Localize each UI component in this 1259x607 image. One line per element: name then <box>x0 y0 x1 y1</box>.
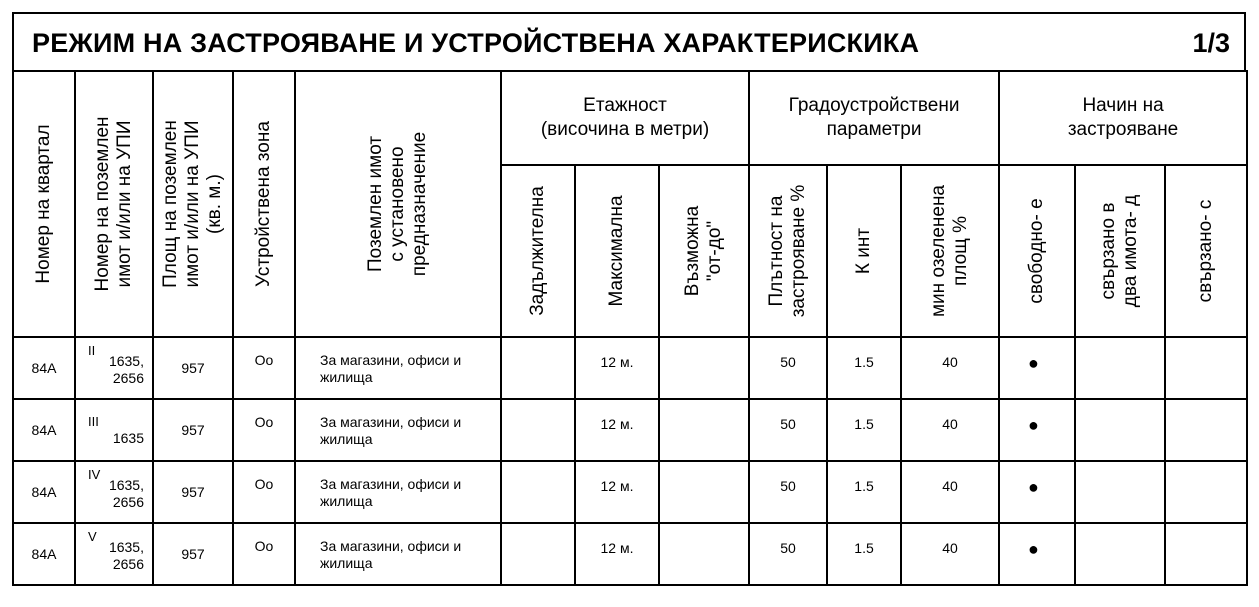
cell-linked <box>1165 399 1247 461</box>
cell-plot-number <box>75 399 153 461</box>
cell-block: 84А <box>13 523 75 585</box>
col-plot-number-header <box>75 71 153 337</box>
zone-value: Оо <box>254 352 274 368</box>
cell-mandatory <box>501 523 575 585</box>
method-group-line2: застрояване <box>1067 119 1179 140</box>
purpose-line1: За магазини, офиси и <box>320 352 462 368</box>
cell-zone <box>233 523 295 585</box>
cell-plot-number <box>75 337 153 399</box>
col-purpose-line2: с установено <box>387 146 408 262</box>
plot-ids-line1: 1635 <box>112 430 144 446</box>
cell-free <box>999 399 1075 461</box>
zone-value: Оо <box>254 538 274 554</box>
cell-green <box>901 461 999 523</box>
cell-linked-two <box>1075 461 1165 523</box>
purpose-line1: За магазини, офиси и <box>320 414 462 430</box>
document-title: РЕЖИМ НА ЗАСТРОЯВАНЕ И УСТРОЙСТВЕНА ХАРАКТЕРИСКИКА <box>32 28 920 58</box>
col-possible-line2: "от-до" <box>704 220 726 282</box>
col-kint-label: К инт <box>853 227 875 275</box>
cell-density <box>749 461 827 523</box>
col-area-header <box>153 71 233 337</box>
col-possible-line1: Възможна <box>682 205 704 297</box>
zone-value: Оо <box>254 476 274 492</box>
cell-linked <box>1165 461 1247 523</box>
height-group-header <box>501 71 749 165</box>
cell-kint <box>827 523 901 585</box>
bullet-icon: ● <box>1028 353 1039 373</box>
cell-zone <box>233 461 295 523</box>
table-row <box>13 337 1247 399</box>
cell-possible <box>659 337 749 399</box>
plot-ids-line2: 2656 <box>112 556 144 572</box>
green-value: 40 <box>942 540 958 556</box>
col-possible-header <box>659 165 749 337</box>
col-zone-label: Устройствена зона <box>253 121 274 287</box>
cell-linked-two <box>1075 337 1165 399</box>
col-plot-number-line2: имот и/или на УПИ <box>114 120 135 288</box>
purpose-line2: жилища <box>320 493 373 509</box>
max-height-value: 12 м. <box>600 540 634 556</box>
col-green-header <box>901 165 999 337</box>
cell-linked-two <box>1075 399 1165 461</box>
col-free-header <box>999 165 1075 337</box>
table-row <box>13 461 1247 523</box>
building-regime-table <box>12 70 1248 586</box>
col-density-line2: застрояване % <box>788 184 810 318</box>
cell-green <box>901 523 999 585</box>
height-group-line1: Етажност <box>583 95 667 116</box>
upi-number: III <box>88 414 99 429</box>
cell-block: 84А <box>13 461 75 523</box>
cell-block: 84А <box>13 399 75 461</box>
cell-max-height <box>575 461 659 523</box>
cell-purpose <box>295 523 501 585</box>
header-row-groups <box>13 71 1247 165</box>
kint-value: 1.5 <box>854 540 874 556</box>
params-group-line2: параметри <box>826 119 922 140</box>
col-area-line3: (кв. м.) <box>204 174 225 234</box>
cell-linked <box>1165 337 1247 399</box>
cell-purpose <box>295 399 501 461</box>
cell-block: 84А <box>13 337 75 399</box>
plot-ids-line1: 1635, <box>108 539 144 555</box>
table-row <box>13 523 1247 585</box>
max-height-value: 12 м. <box>600 354 634 370</box>
density-value: 50 <box>780 540 796 556</box>
cell-area: 957 <box>153 461 233 523</box>
cell-max-height <box>575 399 659 461</box>
col-kint-header <box>827 165 901 337</box>
col-free-label: свободно- е <box>1026 198 1048 304</box>
plot-ids-line1: 1635, <box>108 353 144 369</box>
zone-value: Оо <box>254 414 274 430</box>
cell-mandatory <box>501 399 575 461</box>
purpose-line2: жилища <box>320 555 373 571</box>
cell-zone <box>233 337 295 399</box>
plot-ids-line2: 2656 <box>112 494 144 510</box>
cell-green <box>901 337 999 399</box>
cell-density <box>749 523 827 585</box>
cell-zone <box>233 399 295 461</box>
cell-free <box>999 337 1075 399</box>
col-area-line2: имот и/или на УПИ <box>182 120 203 288</box>
title-bar <box>12 12 1246 70</box>
cell-max-height <box>575 523 659 585</box>
cell-density <box>749 399 827 461</box>
col-mandatory-label: Задължителна <box>527 186 548 316</box>
cell-max-height <box>575 337 659 399</box>
col-maximum-header <box>575 165 659 337</box>
density-value: 50 <box>780 416 796 432</box>
bullet-icon: ● <box>1028 415 1039 435</box>
cell-purpose <box>295 461 501 523</box>
bullet-icon: ● <box>1028 539 1039 559</box>
cell-free <box>999 461 1075 523</box>
col-linked-header <box>1165 165 1247 337</box>
kint-value: 1.5 <box>854 478 874 494</box>
cell-area: 957 <box>153 523 233 585</box>
cell-kint <box>827 399 901 461</box>
table-row <box>13 399 1247 461</box>
cell-possible <box>659 461 749 523</box>
col-linked-label: свързано- с <box>1195 199 1217 303</box>
method-group-line1: Начин на <box>1082 95 1164 116</box>
cell-area: 957 <box>153 399 233 461</box>
page-number: 1/3 <box>1192 28 1230 58</box>
params-group-line1: Градоустройствени <box>788 95 960 116</box>
purpose-line2: жилища <box>320 431 373 447</box>
cell-kint <box>827 461 901 523</box>
col-density-line1: Плътност на <box>766 195 788 307</box>
col-purpose-line3: предназначение <box>409 131 430 277</box>
purpose-line1: За магазини, офиси и <box>320 538 462 554</box>
max-height-value: 12 м. <box>600 478 634 494</box>
density-value: 50 <box>780 354 796 370</box>
cell-possible <box>659 523 749 585</box>
green-value: 40 <box>942 354 958 370</box>
cell-green <box>901 399 999 461</box>
plot-ids-line1: 1635, <box>108 477 144 493</box>
col-linked-two-header <box>1075 165 1165 337</box>
col-green-line2: площ % <box>950 216 972 286</box>
density-value: 50 <box>780 478 796 494</box>
cell-linked-two <box>1075 523 1165 585</box>
col-purpose-header <box>295 71 501 337</box>
cell-mandatory <box>501 461 575 523</box>
method-group-header <box>999 71 1247 165</box>
cell-mandatory <box>501 337 575 399</box>
kint-value: 1.5 <box>854 416 874 432</box>
col-area-line1: Площ на поземлен <box>160 120 181 288</box>
green-value: 40 <box>942 416 958 432</box>
upi-number: IV <box>88 467 101 482</box>
params-group-header <box>749 71 999 165</box>
col-plot-number-line1: Номер на поземлен <box>92 116 113 292</box>
green-value: 40 <box>942 478 958 494</box>
max-height-value: 12 м. <box>600 416 634 432</box>
col-density-header <box>749 165 827 337</box>
col-purpose-line1: Поземлен имот <box>365 135 386 273</box>
upi-number: II <box>88 343 96 358</box>
height-group-line2: (височина в метри) <box>540 119 710 140</box>
kint-value: 1.5 <box>854 354 874 370</box>
upi-number: V <box>88 529 97 544</box>
cell-possible <box>659 399 749 461</box>
col-block-header <box>13 71 75 337</box>
cell-kint <box>827 337 901 399</box>
cell-purpose <box>295 337 501 399</box>
col-linked-two-line2: два имота- д <box>1120 194 1142 308</box>
col-mandatory-header <box>501 165 575 337</box>
col-block-label: Номер на квартал <box>33 124 54 284</box>
cell-plot-number <box>75 523 153 585</box>
col-maximum-label: Максимална <box>606 195 627 307</box>
cell-area: 957 <box>153 337 233 399</box>
col-zone-header <box>233 71 295 337</box>
bullet-icon: ● <box>1028 477 1039 497</box>
cell-plot-number <box>75 461 153 523</box>
purpose-line1: За магазини, офиси и <box>320 476 462 492</box>
cell-density <box>749 337 827 399</box>
plot-ids-line2: 2656 <box>112 370 144 386</box>
purpose-line2: жилища <box>320 369 373 385</box>
col-green-line1: мин озеленена <box>928 184 950 318</box>
cell-linked <box>1165 523 1247 585</box>
col-linked-two-line1: свързано в <box>1098 202 1120 300</box>
cell-free <box>999 523 1075 585</box>
